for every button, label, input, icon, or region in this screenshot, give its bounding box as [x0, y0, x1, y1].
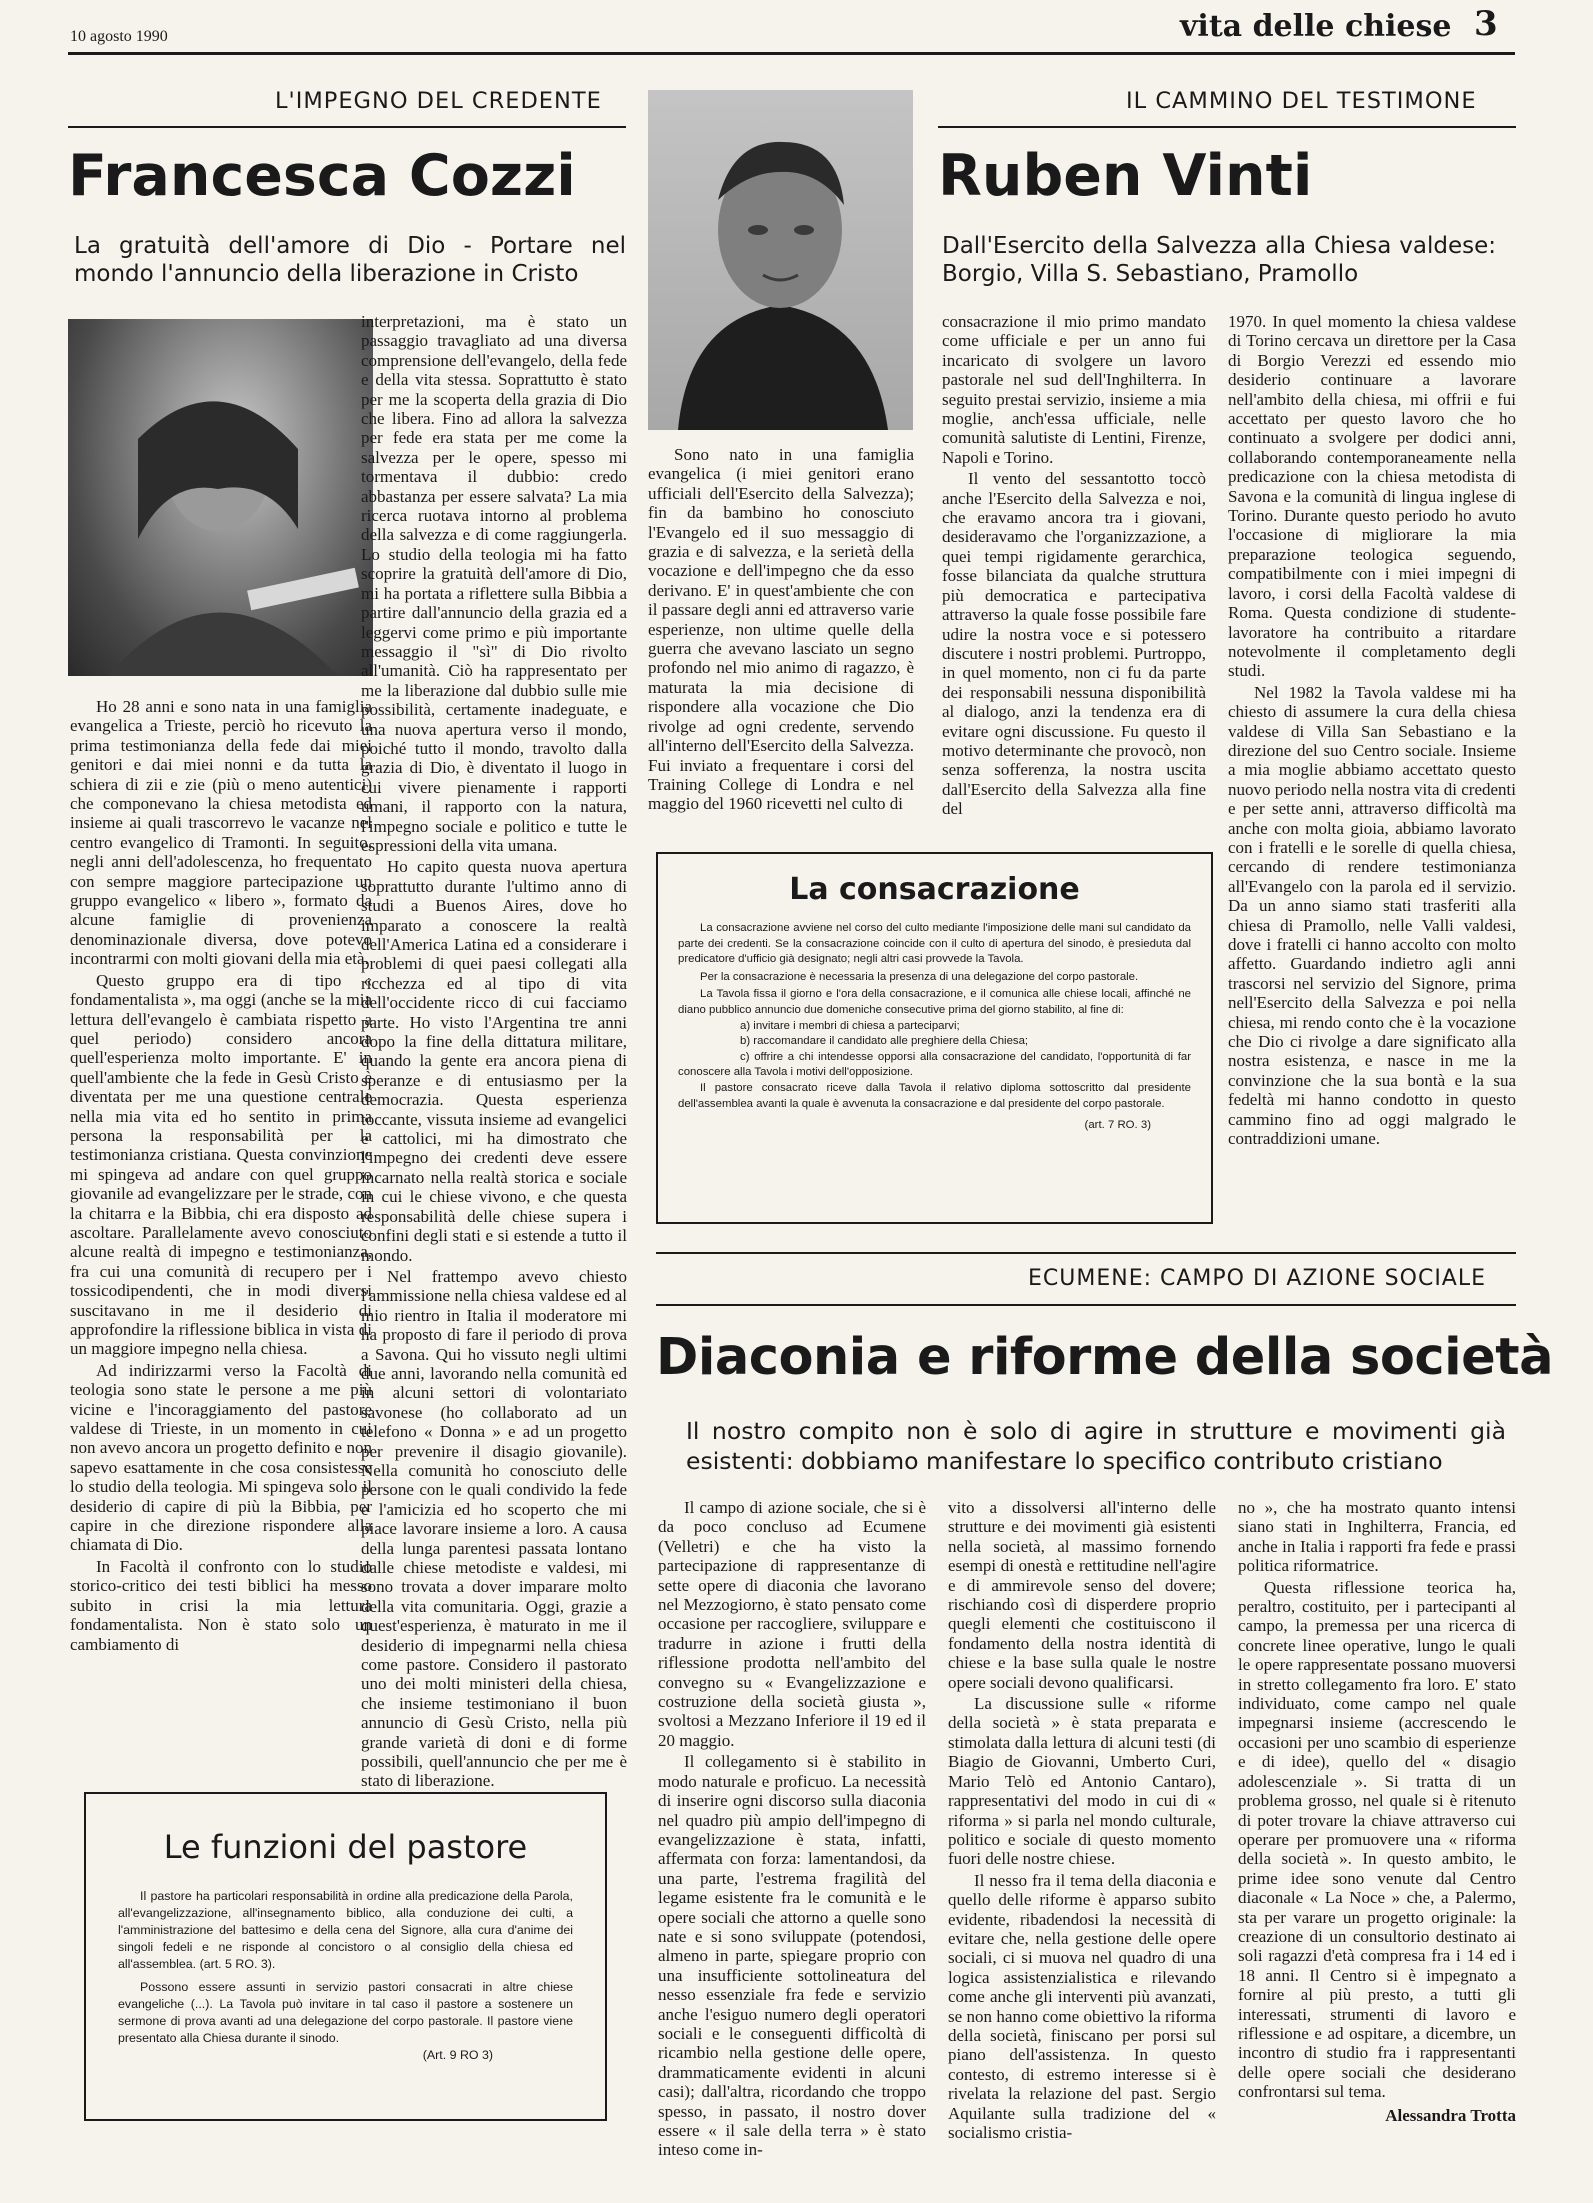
- paragraph: La consacrazione avviene nel corso del culto mediante l'imposizione delle mani sul candidato da parte dei credenti. Se la consacrazione coincide con il culto di apertura del sinodo, è presieduta dal predicatore d'ufficio già designato; negli altri casi provvede la Tavola.: [678, 922, 1191, 966]
- right-article-column-1: [648, 445, 914, 816]
- page-number: 3: [1474, 4, 1498, 44]
- funzioni-box-body: [118, 1888, 573, 2064]
- ecumene-kicker-rule: [656, 1304, 1516, 1306]
- portrait-figure: [68, 319, 373, 676]
- paragraph: Il vento del sessantotto toccò anche l'Esercito della Salvezza e noi, che eravamo ancora tra i giovani, desideravamo che l'organizzazione, a quei tempi rigidamente gerarchica, fosse bilanciata da qualche struttura più democratica e partecipativa attraverso la quale fosse possibile fare udire la nostra voce e si potessero discutere i nostri problemi. Purtroppo, in quel momento, non ci fu da parte dei responsabili nessuna disponibilità al dialogo, anzi la tendenza era di evitare ogni discussione. Fu questo il motivo determinante che provocò, non senza sofferenza, la nostra uscita dall'Esercito della Salvezza alla fine del: [942, 469, 1206, 819]
- paragraph: Il campo di azione sociale, che si è da poco concluso ad Ecumene (Velletri) e che ha visto la partecipazione di rappresentanze di sette opere di diaconia che lavorano nel Mezzogiorno, è stato pensato come occasione per raccogliere, sviluppare e tradurre in azione i frutti della riflessione prodotta nell'ambito del convegno su « Evangelizzazione e costruzione della società giusta », svoltosi a Mezzano Inferiore il 19 ed il 20 maggio.: [658, 1498, 926, 1750]
- paragraph: Il nesso fra il tema della diaconia e quello delle riforme è apparso subito evidente, ribadendosi la necessità di evitare che, nella gestione delle opere sociali, ci si muova nel quadro di una logica assistenzialistica e rilevando come anche gli interventi più avanzati, se non hanno come obiettivo la riforma della società, finiscano per porsi sul piano dell'assistenza. In questo contesto, di estremo interesse si è rivelata la relazione del past. Sergio Aquilante sulla tradizione del « socialismo cristia-: [948, 1870, 1216, 2142]
- paragraph: consacrazione il mio primo mandato come ufficiale e per un anno fui incaricato di svolgere un lavoro pastorale nel sud dell'Inghilterra. In seguito prestai servizio, insieme a mia moglie, anch'essa ufficiale, nelle comunità salutiste di Lentini, Firenze, Napoli e Torino.: [942, 312, 1206, 467]
- paragraph: Per la consacrazione è necessaria la presenza di una delegazione del corpo pastorale.: [700, 970, 1139, 983]
- list-item: c) offrire a chi intendesse opporsi alla consacrazione del candidato, l'opportunità di far conoscere alla Tavola i motivi dell'opposizione.: [678, 1050, 1191, 1079]
- paragraph: Il pastore ha particolari responsabilità in ordine alla predicazione della Parola, all'evangelizzazione, all'insegnamento biblico, alla conduzione dei culti, a l'amministrazione del battesimo e della cena del Signore, alla cura d'anime dei singoli fedeli e ne risponde al concistoro o al consiglio della chiesa ed all'assemblea. (art. 5 RO. 3).: [118, 1889, 573, 1971]
- paragraph: In Facoltà il confronto con lo studio storico-critico dei testi biblici ha messo subito in crisi la mia lettura fondamentalista. Non è stato solo un cambiamento di: [70, 1556, 372, 1654]
- paragraph: Il collegamento si è stabilito in modo naturale e proficuo. La necessità di inserire ogni discorso sulla diaconia nel quadro più ampio dell'impegno di evangelizzazione è stata, infatti, affermata con forza: lamentandosi, da una parte, l'estrema fragilità del legame esistente fra le comunità e le opere sociali che attorno a quelle sono nate e si sono sviluppate (potendosi, almeno in parte, spiegare proprio con una insufficiente sottolineatura del nesso essenziale fra fede e servizio anche l'esiguo numero degli operatori sociali e le conseguenti difficoltà di ricambio nella gestione delle opere, drammaticamente evidenti in alcuni casi); dall'altra, ricordando che troppo spesso, in passato, il nostro dover essere « il sale della terra » è stato inteso come in-: [658, 1752, 926, 2160]
- funzioni-pastore-box: [84, 1792, 607, 2121]
- paragraph: 1970. In quel momento la chiesa valdese di Torino cercava un direttore per la Casa di Borgio Verezzi ed essendo mio desiderio continuare a lavorare nell'ambito della chiesa, mi offrii e fui accettato per questo lavoro che ho continuato a svolgere per dodici anni, collaborando contemporaneamente nella predicazione con la chiesa metodista di Savona e la comunità di lingua inglese di Torino. Durante questo periodo ho avuto l'occasione di migliorare la mia preparazione teologica seguendo, compatibilmente con i miei impegni di lavoro, i corsi della Facoltà valdese di Roma. Questa condizione di studente-lavoratore ha contribuito a ritardare notevolmente il completamento degli studi.: [1228, 312, 1516, 681]
- ecumene-column-1: [658, 1498, 926, 2162]
- paragraph: Il pastore consacrato riceve dalla Tavola il relativo diploma sottoscritto dal presidente dell'assemblea avanti la quale è avvenuta la consacrazione e dal presidente del corpo pastorale.: [678, 1081, 1191, 1110]
- ecumene-headline: Diaconia e riforme della società: [656, 1328, 1554, 1387]
- right-article-column-3: [1228, 312, 1516, 1150]
- consacrazione-box-body: [678, 921, 1191, 1134]
- masthead-date: 10 agosto 1990: [70, 28, 168, 45]
- ecumene-column-2: [948, 1498, 1216, 2144]
- right-article-column-2: [942, 312, 1206, 821]
- left-article-column-1: [70, 697, 372, 1656]
- ecumene-top-rule: [656, 1252, 1516, 1254]
- consacrazione-box-ref: (art. 7 RO. 3): [1084, 1119, 1151, 1132]
- paragraph: Nel frattempo avevo chiesto l'ammissione nella chiesa valdese ed al mio rientro in Italia il moderatore mi ha proposto di fare il periodo di prova a Savona. Qui ho vissuto negli ultimi due anni, lavorando nella comunità ed in alcuni settori di volontariato savonese (ho collaborato ad un telefono « Donna » e ad un progetto per prevenire il disagio giovanile). Nella comunità ho conosciuto delle persone con le quali condivido la fede e l'amicizia ed ho scoperto che mi piace lavorare insieme a loro. A causa della lunga parentesi passata lontano dalle chiese metodiste e valdesi, mi sono trovata a dover imparare molto della vita comunitaria. Oggi, grazie a quest'esperienza, è maturato in me il desiderio di impegnarmi nella chiesa come pastore. Considero il pastorato uno dei molti ministeri della chiesa, che insieme testimoniano il buon annuncio di Gesù Cristo, nella più grande varietà di doni e di forme possibili, quell'annuncio che per me è stato di liberazione.: [361, 1266, 627, 1791]
- masthead-title: vita delle chiese: [1180, 9, 1452, 44]
- consacrazione-box: [656, 852, 1213, 1224]
- paragraph: Ho capito questa nuova apertura soprattutto durante l'ultimo anno di studi a Buenos Aires, dove ho imparato a conoscere la realtà dell'America Latina ed a considerare i problemi di quei paesi collegati alla ricchezza ed al tipo di vita dell'occidente ricco di cui facciamo parte. Ho visto l'Argentina tre anni dopo la fine della dittatura militare, quando la gente era ancora piena di speranze e di entusiasmo per la democrazia. Questa esperienza toccante, vissuta insieme ad evangelici e cattolici, mi ha dimostrato che l'impegno dei credenti deve essere incarnato nella realtà storica e sociale in cui le chiese vivono, e che questa responsabilità delle chiese supera i confini degli stati e si estende a tutto il mondo.: [361, 857, 627, 1265]
- consacrazione-box-title: La consacrazione: [789, 872, 1080, 907]
- ecumene-column-3: [1238, 1498, 1516, 2125]
- right-kicker-rule: [938, 126, 1516, 128]
- funzioni-box-title: Le funzioni del pastore: [163, 1828, 528, 1866]
- paragraph: Ad indirizzarmi verso la Facoltà di teologia sono state le persone a me più vicine e l'incoraggiamento del pastore valdese di Trieste, in un momento in cui non avevo ancora un progetto definito e non sapevo esattamente in che cosa consistesse lo studio della teologia. Mi spingeva solo il desiderio di capire di più la Bibbia, per capire in che direzione rispondere alla chiamata di Dio.: [70, 1360, 372, 1555]
- ecumene-deck: Il nostro compito non è solo di agire in strutture e movimenti già esistenti: dobbiamo manifestare lo specifico contributo cristiano: [686, 1417, 1506, 1475]
- paragraph: vito a dissolversi all'interno delle strutture e dei movimenti già esistenti nella società, al massimo fornendo esempi di onestà e rettitudine nell'agire e di ammirevole senso del dovere; rischiando così di disperdere proprio quegli elementi che costituiscono il fondamento della nostra identità di chiese e la base sulla quale le nostre opere sociali devono qualificarsi.: [948, 1498, 1216, 1692]
- left-kicker-rule: [68, 126, 626, 128]
- paragraph: Questa riflessione teorica ha, peraltro, costituito, per i partecipanti al campo, la premessa per una ricerca di concrete linee operative, lungo le quali le opere rappresentate possano muoversi in stretto collegamento fra loro. E' stato individuato, come campo nel quale impegnarsi insieme (accrescendo le occasioni per uno scambio di esperienze e di idee), quello del « disagio adolescenziale ». Si tratta di un problema grosso, nel quale si è ritenuto di poter trovare la chiave attraverso cui operare per promuovere una « riforma della società ». In questo ambito, le prime idee sono venute dal Centro diaconale « La Noce » che, a Palermo, sta per varare un progetto originale: la creazione di un consultorio destinato ai soli ragazzi d'età compresa fra i 14 ed i 18 anni. Il Centro si è impegnato a fornire al più presto, a tutti gli interessati, strumenti di lavoro e riflessione e ad ospitare, a dicembre, un incontro di studio fra i rappresentanti delle opere sociali che desiderano confrontarsi sul tema.: [1238, 1577, 1516, 2102]
- masthead-rule: [68, 52, 1515, 55]
- paragraph: no », che ha mostrato quanto intensi siano stati in Inghilterra, Francia, ed anche in Italia i rapporti fra fede e prassi politica riformatrice.: [1238, 1498, 1516, 1576]
- funzioni-box-ref: (Art. 9 RO 3): [422, 2048, 493, 2062]
- ecumene-kicker: ECUMENE: CAMPO DI AZIONE SOCIALE: [1028, 1266, 1487, 1291]
- paragraph: Sono nato in una famiglia evangelica (i miei genitori erano ufficiali dell'Esercito della Salvezza); fin da bambino ho conosciuto l'Evangelo ed il suo messaggio di grazia e di salvezza, e la serietà della vocazione e dell'impegno che da esso derivano. E' in quest'ambiente che con il passare degli anni ed attraverso varie esperienze, non ultime quelle della guerra che avevano lasciato un segno profondo nel mio animo di ragazzo, è maturata la mia decisione di rispondere alla vocazione che Dio rivolge ad ogni credente, servendo all'interno dell'Esercito della Salvezza. Fui inviato a frequentare i corsi del Training College di Londra e nel maggio del 1960 ricevetti nel culto di: [648, 445, 914, 814]
- left-kicker: L'IMPEGNO DEL CREDENTE: [275, 88, 602, 114]
- paragraph: Ho 28 anni e sono nata in una famiglia evangelica a Trieste, perciò ho ricevuto la prima testimonianza della fede dai miei genitori e dai miei nonni e da tutta la schiera di zii e zie (più o meno autentici) che componevano la chiesa metodista ed insieme ai quali trascorrevo le vacanze nel centro evangelico di Tramonti. In seguito, negli anni dell'adolescenza, ho frequentato con sempre maggiore partecipazione un gruppo evangelico « libero », formato da alcune famiglie di provenienza denominazionale diversa, dove potevo incontrarmi con molti giovani della mia età.: [70, 697, 372, 969]
- right-kicker: IL CAMMINO DEL TESTIMONE: [1126, 88, 1477, 114]
- list-item: b) raccomandare il candidato alle preghiere della Chiesa;: [740, 1035, 1029, 1048]
- paragraph: interpretazioni, ma è stato un passaggio travagliato ad una diversa comprensione dell'evangelo, della fede e della vita stessa. Soprattutto è stato per me la scoperta della grazia di Dio che libera. Fino ad allora la salvezza per fede era stata per me come la salvezza per le opere, spesso mi tormentava il dubbio: credo abbastanza per essere salvata? La mia ricerca ruotava intorno al problema della salvezza e di come raggiungerla. Lo studio della teologia mi ha fatto scoprire la gratuità dell'amore di Dio, mi ha portata a riflettere sulla Bibbia a partire dall'annuncio della grazia ed a leggervi come primo e più importante messaggio il "sì" di Dio rivolto all'umanità. Ciò ha rappresentato per me la liberazione dal dubbio sulle mie possibilità, certamente inadeguate, e una nuova apertura verso il mondo, poiché tutto il mondo, travolto dalla grazia di Dio, è diventato il luogo in cui vivere pienamente i rapporti umani, il rapporto con la natura, l'impegno sociale e politico e tutte le espressioni della vita umana.: [361, 312, 627, 855]
- portrait-figure: [648, 90, 913, 430]
- paragraph: Possono essere assunti in servizio pastori consacrati in altre chiese evangeliche (...). La Tavola può invitare in tal caso il pastore a sostenere un sermone di prova avanti ad una delegazione del corpo pastorale. Il pastore viene presentato alla Chiesa durante il sinodo.: [118, 1980, 573, 2045]
- byline: Alessandra Trotta: [1385, 2105, 1516, 2125]
- paragraph: Nel 1982 la Tavola valdese mi ha chiesto di assumere la cura della chiesa valdese di Villa San Sebastiano e la direzione del suo Centro sociale. Insieme a mia moglie abbiamo accettato questo nuovo periodo nella nostra vita di credenti e per sette anni, attraverso difficoltà ma anche con molta gioia, abbiamo lavorato con i fratelli e le sorelle di quella chiesa, cercando di rendere testimonianza all'Evangelo con la parola ed il servizio. Da un anno siamo stati trasferiti alla chiesa di Pramollo, nelle Valli valdesi, dove i fratelli ci hanno accolto con molto affetto. Guardando indietro agli anni trascorsi nel servizio del Signore, prima nell'Esercito della Salvezza e poi nella chiesa, mi rendo conto che è la vocazione che Dio ci rivolge a dare significato alla nostra esistenza, e nasce in me la convinzione che la sua bontà e la sua fedeltà mi hanno condotto in questo cammino fino ad oggi malgrado le contraddizioni umane.: [1228, 682, 1516, 1149]
- paragraph: Questo gruppo era di tipo « fondamentalista », ma oggi (anche se la mia lettura dell'evangelo è cambiata rispetto a quel periodo) considero ancora quell'esperienza molto importante. E' in quell'ambiente che la fede in Gesù Cristo è diventata per me una questione centrale nella mia vita ed ho sentito in prima persona la responsabilità per la testimonianza cristiana. Questa convinzione mi spingeva ad andare con quel gruppo giovanile ad evangelizzare per le strade, con la chitarra e la Bibbia, chi era disposto ad ascoltare. Parallelamente avevo conosciuto alcune realtà di impegno e testimonianza, fra cui una comunità di recupero per i tossicodipendenti, che in modi diversi suscitavano in me il desiderio di approfondire la riflessione biblica in vista di un maggiore impegno nella chiesa.: [70, 970, 372, 1359]
- portrait-photo-francesca-cozzi: [68, 319, 373, 676]
- right-deck: Dall'Esercito della Salvezza alla Chiesa valdese: Borgio, Villa S. Sebastiano, Pramollo: [942, 233, 1496, 287]
- left-headline: Francesca Cozzi: [68, 143, 576, 209]
- left-deck: La gratuità dell'amore di Dio - Portare nel mondo l'annuncio della liberazione in Cristo: [74, 233, 626, 287]
- paragraph: La discussione sulle « riforme della società » è stata preparata e stimolata dalla lettura di alcuni testi (di Biagio de Giovanni, Umberto Curi, Mario Telò ed Antonio Cantaro), rappresentativi del modo in cui di « riforma » si parla nel mondo culturale, politico e sociale di questo momento fuori delle nostre chiese.: [948, 1694, 1216, 1869]
- paragraph: La Tavola fissa il giorno e l'ora della consacrazione, e il comunica alle chiese locali, affinché ne diano pubblico annuncio due domeniche consecutive prima del giorno stabilito, al fine di:: [678, 988, 1191, 1016]
- right-headline: Ruben Vinti: [938, 143, 1313, 209]
- left-article-column-2: [361, 312, 627, 1793]
- portrait-photo-ruben-vinti: [648, 90, 913, 430]
- list-item: a) invitare i membri di chiesa a parteciparvi;: [740, 1019, 960, 1032]
